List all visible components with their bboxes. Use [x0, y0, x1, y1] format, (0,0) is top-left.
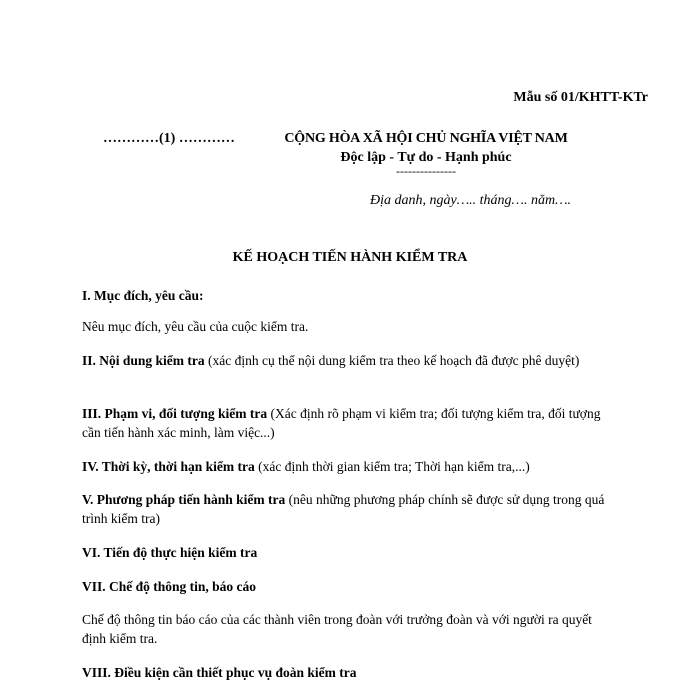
section-7 — [82, 577, 612, 596]
section-heading: II. Nội dung kiểm tra — [82, 353, 205, 368]
section-note: (xác định cụ thể nội dung kiểm tra theo kế hoạch đã được phê duyệt) — [204, 353, 580, 368]
section-note: (nêu những phương pháp chính sẽ được sử dụng trong quá trình kiểm tra) — [82, 492, 605, 526]
section-heading: I. Mục đích, yêu cầu: — [82, 288, 204, 303]
document-title: KẾ HOẠCH TIẾN HÀNH KIỂM TRA — [232, 250, 468, 265]
national-motto: Độc lập - Tự do - Hạnh phúc — [340, 150, 512, 165]
form-number: Mẫu số 01/KHTT-KTr — [513, 90, 648, 105]
header-separator: --------------- — [396, 164, 456, 178]
section-heading: V. Phương pháp tiến hành kiểm tra — [82, 492, 286, 507]
section-1-text: Nêu mục đích, yêu cầu của cuộc kiểm tra. — [82, 319, 309, 334]
section-heading: VIII. Điều kiện cần thiết phục vụ đoàn kiểm tra — [82, 665, 357, 680]
section-heading: VII. Chế độ thông tin, báo cáo — [82, 579, 257, 594]
section-heading: VI. Tiến độ thực hiện kiểm tra — [82, 545, 258, 560]
nation-name: CỘNG HÒA XÃ HỘI CHỦ NGHĨA VIỆT NAM — [284, 131, 568, 146]
section-2 — [82, 351, 612, 370]
national-header — [268, 131, 584, 176]
section-8 — [82, 663, 612, 682]
section-5 — [82, 490, 612, 528]
section-7-text: Chế độ thông tin báo cáo của các thành viên trong đoàn với trưởng đoàn và với người ra quyết định kiểm tra. — [82, 612, 592, 646]
section-note: (xác định thời gian kiểm tra; Thời hạn kiểm tra,...) — [254, 459, 530, 474]
section-note: (Xác định rõ phạm vi kiểm tra; đối tượng kiểm tra, đối tượng cần tiến hành xác minh, làm việc...) — [82, 406, 601, 440]
place-date-line: Địa danh, ngày….. tháng…. năm…. — [370, 193, 572, 208]
issuing-agency-placeholder: …………(1) ………… — [103, 131, 235, 146]
section-heading: IV. Thời kỳ, thời hạn kiểm tra — [82, 459, 255, 474]
section-1-heading — [82, 286, 612, 305]
section-3 — [82, 404, 612, 442]
section-heading: III. Phạm vi, đối tượng kiểm tra — [82, 406, 268, 421]
section-4 — [82, 457, 612, 476]
section-6 — [82, 543, 612, 562]
